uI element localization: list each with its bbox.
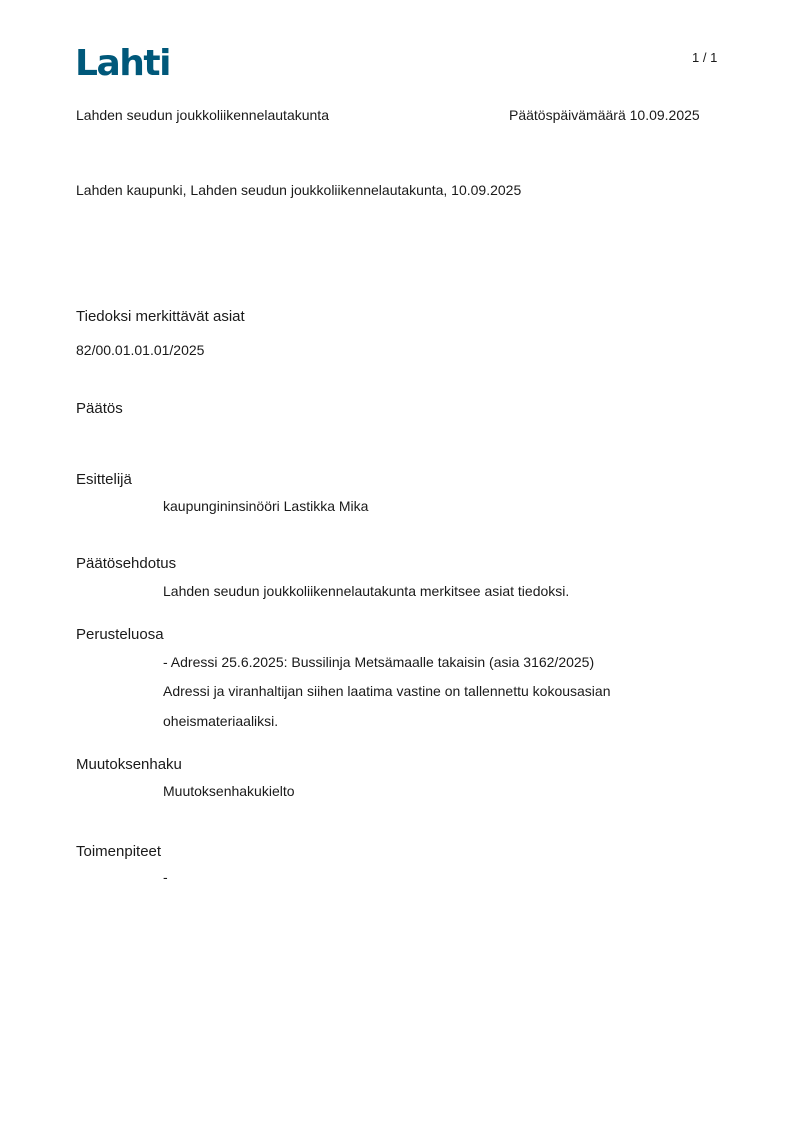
actions-text: - xyxy=(163,869,168,885)
rationale-text-line-3: oheismateriaaliksi. xyxy=(163,713,279,729)
appeal-text: Muutoksenhakukielto xyxy=(163,783,295,799)
appeal-heading: Muutoksenhaku xyxy=(76,756,182,773)
decision-heading: Päätös xyxy=(76,400,123,417)
rationale-text-line-2: Adressi ja viranhaltijan siihen laatima vastine on tallennettu kokousasian xyxy=(163,683,611,699)
rationale-heading: Perusteluosa xyxy=(76,626,164,643)
proposal-heading: Päätösehdotus xyxy=(76,555,177,572)
rationale-item: - Adressi 25.6.2025: Bussilinja Metsämaalle takaisin (asia 3162/2025) xyxy=(163,654,595,670)
page-number: 1 / 1 xyxy=(692,50,718,65)
proposal-text: Lahden seudun joukkoliikennelautakunta merkitsee asiat tiedoksi. xyxy=(163,583,570,599)
actions-heading: Toimenpiteet xyxy=(76,843,162,860)
committee-name: Lahden seudun joukkoliikennelautakunta xyxy=(76,107,329,123)
matter-title: Tiedoksi merkittävät asiat xyxy=(76,308,245,325)
lahti-logo: Lahti xyxy=(75,43,170,84)
presenter-name: kaupungininsinööri Lastikka Mika xyxy=(163,498,369,514)
decision-date: Päätöspäivämäärä 10.09.2025 xyxy=(509,107,700,123)
meeting-line: Lahden kaupunki, Lahden seudun joukkoliikennelautakunta, 10.09.2025 xyxy=(76,182,522,198)
record-number: 82/00.01.01.01/2025 xyxy=(76,342,205,358)
presenter-heading: Esittelijä xyxy=(76,471,132,488)
